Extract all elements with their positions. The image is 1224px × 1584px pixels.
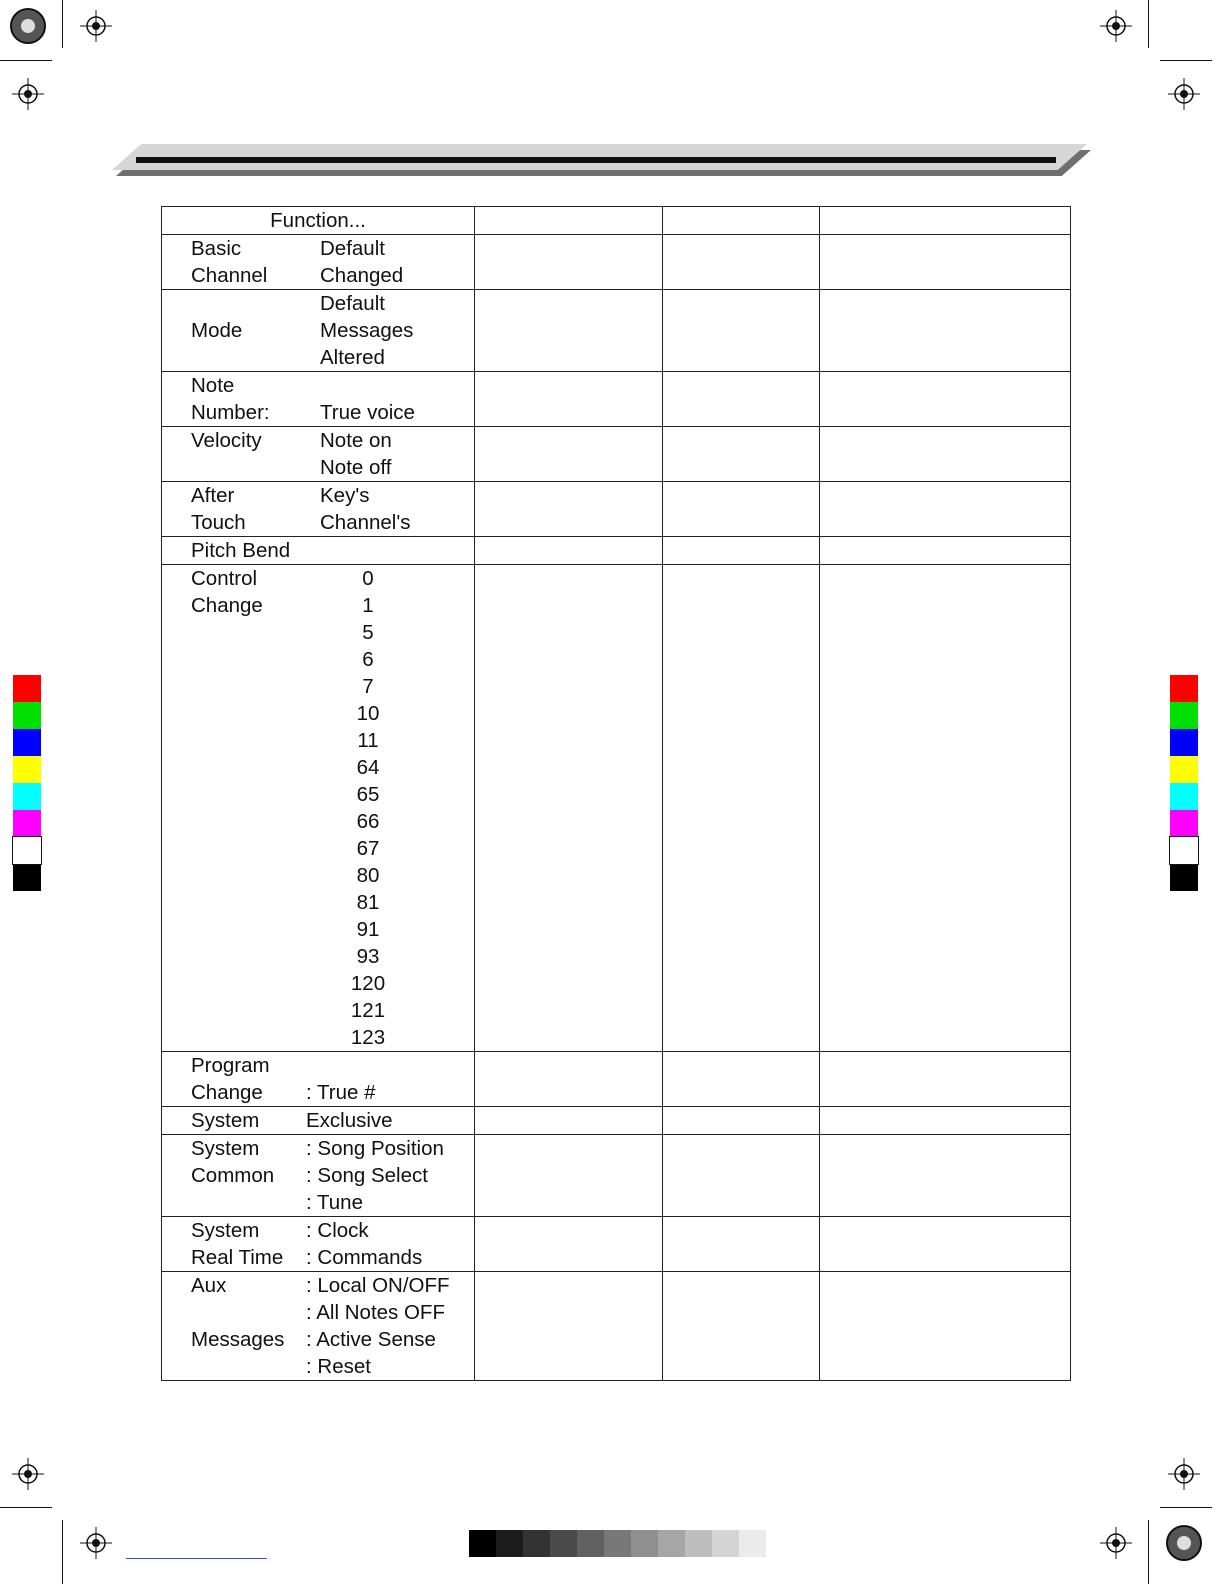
value-all-notes-off: : All Notes OFF — [306, 1301, 445, 1324]
value-default: Default — [320, 237, 385, 260]
label-channel: Channel — [191, 264, 268, 287]
value-exclusive: Exclusive — [306, 1109, 393, 1132]
color-swatch — [13, 864, 41, 891]
registration-mark-icon — [1100, 10, 1132, 42]
table-row-aux-messages — [162, 1272, 1071, 1381]
grayscale-bar — [469, 1530, 766, 1557]
label-messages: Messages — [191, 1328, 285, 1351]
value-note-off: Note off — [320, 456, 392, 479]
label-common: Common — [191, 1164, 275, 1187]
cc-number: 7 — [362, 675, 374, 698]
cc-number: 66 — [356, 810, 380, 833]
label-real-time: Real Time — [191, 1246, 284, 1269]
midi-implementation-table — [161, 206, 1071, 1381]
cc-number: 64 — [356, 756, 380, 779]
label-system: System — [191, 1137, 260, 1160]
label-number: Number: — [191, 401, 270, 424]
table-row-system-common — [162, 1135, 1071, 1217]
footer-rule — [126, 1558, 267, 1559]
color-swatch — [1170, 810, 1198, 837]
label-after: After — [191, 484, 235, 507]
value-true-number: : True # — [306, 1081, 376, 1104]
cc-number: 0 — [362, 567, 374, 590]
gray-swatch — [604, 1530, 631, 1557]
gray-swatch — [685, 1530, 712, 1557]
color-swatch — [13, 783, 41, 810]
value-active-sense: : Active Sense — [306, 1328, 436, 1351]
label-system: System — [191, 1219, 260, 1242]
color-strip-left — [13, 675, 41, 891]
label-touch: Touch — [191, 511, 246, 534]
label-mode: Mode — [191, 319, 243, 342]
value-commands: : Commands — [306, 1246, 423, 1269]
table-row-mode — [162, 290, 1071, 372]
cc-number: 123 — [350, 1026, 386, 1049]
color-swatch — [13, 675, 41, 702]
label-note: Note — [191, 374, 235, 397]
table-row-system-exclusive — [162, 1107, 1071, 1135]
value-messages: Messages — [320, 319, 414, 342]
gray-swatch — [712, 1530, 739, 1557]
value-local-on-off: : Local ON/OFF — [306, 1274, 450, 1297]
value-clock: : Clock — [306, 1219, 369, 1242]
cc-number: 65 — [356, 783, 380, 806]
label-aux: Aux — [191, 1274, 227, 1297]
gray-swatch — [631, 1530, 658, 1557]
color-swatch — [1170, 864, 1198, 891]
registration-mark-icon — [12, 1458, 44, 1490]
gray-swatch — [577, 1530, 604, 1557]
color-swatch — [1170, 675, 1198, 702]
table-header-row — [162, 207, 1071, 235]
label-change: Change — [191, 1081, 263, 1104]
label-control: Control — [191, 567, 258, 590]
color-swatch — [1170, 702, 1198, 729]
registration-mark-icon — [1100, 1527, 1132, 1559]
label-change: Change — [191, 594, 263, 617]
value-tune: : Tune — [306, 1191, 363, 1214]
starburst-icon — [11, 9, 45, 43]
label-pitch-bend: Pitch Bend — [191, 539, 291, 562]
registration-mark-icon — [80, 1527, 112, 1559]
cc-number: 5 — [362, 621, 374, 644]
table-row-basic-channel — [162, 235, 1071, 290]
cc-number: 93 — [356, 945, 380, 968]
registration-mark-icon — [80, 10, 112, 42]
value-changed: Changed — [320, 264, 404, 287]
cc-number: 121 — [350, 999, 386, 1022]
color-swatch — [13, 756, 41, 783]
color-swatch — [1170, 756, 1198, 783]
cc-number: 10 — [356, 702, 380, 725]
value-reset: : Reset — [306, 1355, 371, 1378]
table-row-after-touch — [162, 482, 1071, 537]
table-row-program-change — [162, 1052, 1071, 1107]
gray-swatch — [523, 1530, 550, 1557]
cc-number: 120 — [350, 972, 386, 995]
cc-number: 67 — [356, 837, 380, 860]
color-strip-right — [1170, 675, 1198, 891]
table-row-note-number — [162, 372, 1071, 427]
value-channels: Channel's — [320, 511, 411, 534]
registration-mark-icon — [1168, 78, 1200, 110]
label-program: Program — [191, 1054, 270, 1077]
table-row-pitch-bend — [162, 537, 1071, 565]
color-swatch — [13, 729, 41, 756]
gray-swatch — [469, 1530, 496, 1557]
value-keys: Key's — [320, 484, 370, 507]
value-song-select: : Song Select — [306, 1164, 428, 1187]
value-note-on: Note on — [320, 429, 392, 452]
gray-swatch — [739, 1530, 766, 1557]
color-swatch — [1170, 837, 1198, 864]
function-header: Function... — [162, 207, 475, 235]
color-swatch — [1170, 729, 1198, 756]
header-bar-line — [136, 157, 1056, 163]
value-default: Default — [320, 292, 385, 315]
cc-number: 80 — [356, 864, 380, 887]
gray-swatch — [496, 1530, 523, 1557]
value-song-position: : Song Position — [306, 1137, 444, 1160]
table-row-control-change — [162, 565, 1071, 1052]
cc-number: 6 — [362, 648, 374, 671]
registration-mark-icon — [1168, 1458, 1200, 1490]
label-velocity: Velocity — [191, 429, 262, 452]
table-row-system-real-time — [162, 1217, 1071, 1272]
cc-number: 11 — [357, 729, 379, 752]
gray-swatch — [658, 1530, 685, 1557]
value-true-voice: True voice — [320, 401, 415, 424]
table-row-velocity — [162, 427, 1071, 482]
label-system: System — [191, 1109, 260, 1132]
color-swatch — [13, 810, 41, 837]
color-swatch — [13, 837, 41, 864]
color-swatch — [1170, 783, 1198, 810]
starburst-icon — [1167, 1526, 1201, 1560]
color-swatch — [13, 702, 41, 729]
cc-number: 91 — [356, 918, 380, 941]
gray-swatch — [550, 1530, 577, 1557]
cc-number: 81 — [356, 891, 380, 914]
value-altered: Altered — [320, 346, 385, 369]
label-basic: Basic — [191, 237, 242, 260]
cc-number: 1 — [362, 594, 374, 617]
registration-mark-icon — [12, 78, 44, 110]
